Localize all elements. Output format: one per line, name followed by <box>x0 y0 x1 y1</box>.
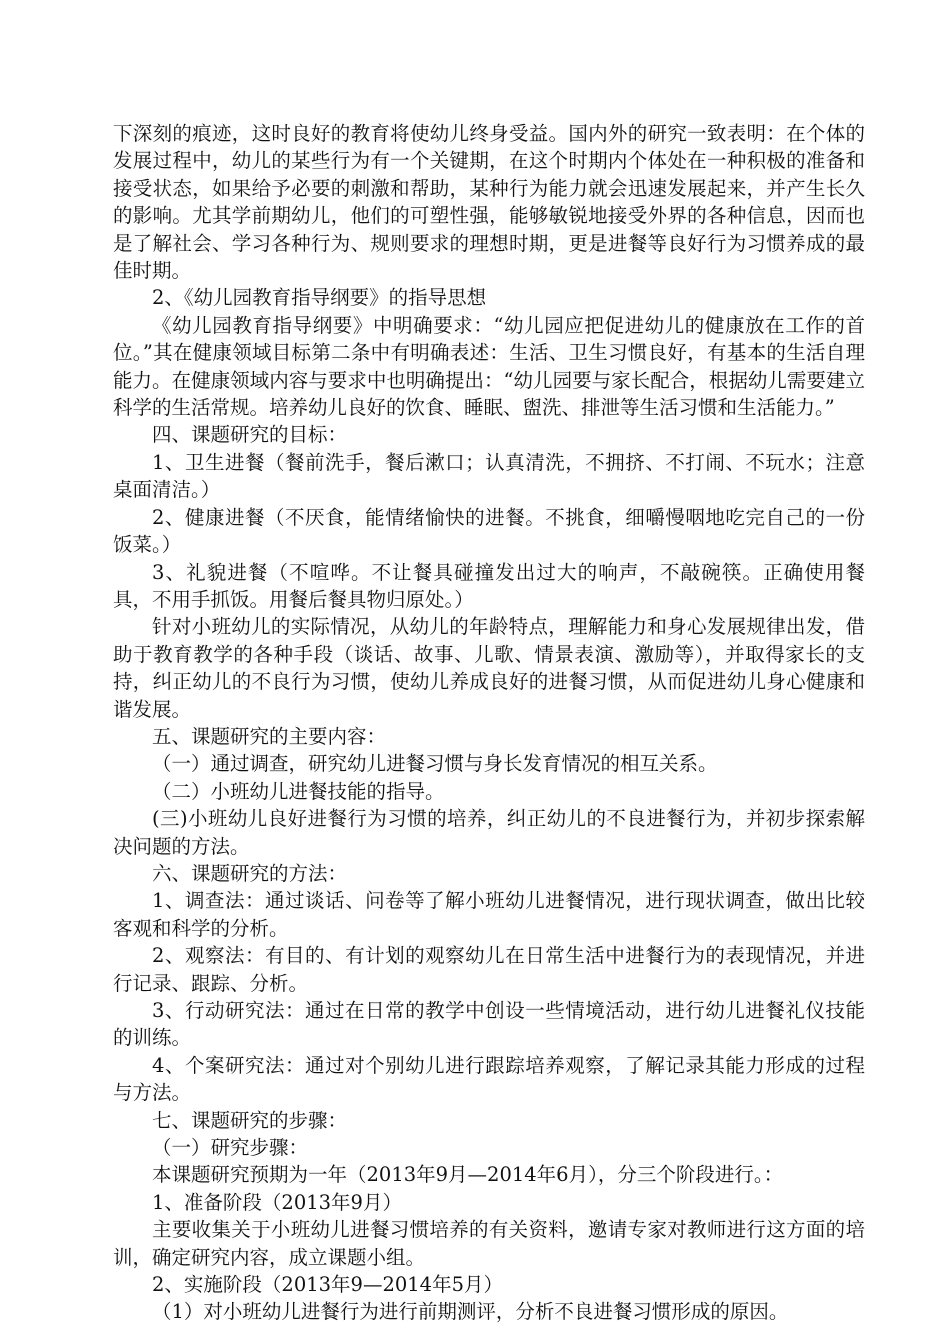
list-item: （1）对小班幼儿进餐行为进行前期测评，分析不良进餐习惯形成的原因。 <box>152 1300 789 1324</box>
paragraph: 针对小班幼儿的实际情况，从幼儿的年龄特点，理解能力和身心发展规律出发，借助于教育教学的各种手段（谈话、故事、儿歌、情景表演、激励等），并取得家长的支持，纠正幼儿的不良行为习惯，使幼儿养成良好的进餐习惯，从而促进幼儿身心健康和谐发展。 <box>113 615 865 721</box>
section-heading: 七、课题研究的步骤： <box>152 1108 348 1132</box>
list-item: (三)小班幼儿良好进餐行为习惯的培养，纠正幼儿的不良进餐行为，并初步探索解决问题的方法。 <box>113 807 865 858</box>
list-item: 3、礼貌进餐（不喧哗。不让餐具碰撞发出过大的响声，不敲碗筷。正确使用餐具，不用手抓饭。用餐后餐具物归原处。） <box>113 560 865 611</box>
paragraph: 主要收集关于小班幼儿进餐习惯培养的有关资料，邀请专家对教师进行这方面的培训，确定研究内容，成立课题小组。 <box>113 1218 865 1269</box>
list-item: 1、卫生进餐（餐前洗手，餐后漱口；认真清洗，不拥挤、不打闹、不玩水；注意桌面清洁。） <box>113 450 865 502</box>
list-item: 2、观察法：有目的、有计划的观察幼儿在日常生活中进餐行为的表现情况，并进行记录、跟踪、分析。 <box>113 944 865 995</box>
list-item: （二）小班幼儿进餐技能的指导。 <box>152 779 445 803</box>
section-heading: 四、课题研究的目标： <box>152 423 348 447</box>
list-item: 3、行动研究法：通过在日常的教学中创设一些情境活动，进行幼儿进餐礼仪技能的训练。 <box>113 999 865 1050</box>
paragraph: 《幼儿园教育指导纲要》中明确要求：“幼儿园应把促进幼儿的健康放在工作的首位。”其在健康领域目标第二条中有明确表述：生活、卫生习惯良好，有基本的生活自理能力。在健康领域内容与要求中也明确提出：“幼儿园要与家长配合，根据幼儿需要建立科学的生活常规。培养幼儿良好的饮食、睡眠、盥洗、排泄等生活习惯和生活能力。” <box>113 313 865 420</box>
list-item: 1、准备阶段（2013年9月） <box>152 1190 402 1214</box>
list-item: 4、个案研究法：通过对个别幼儿进行跟踪培养观察，了解记录其能力形成的过程与方法。 <box>113 1053 865 1105</box>
section-heading: 五、课题研究的主要内容： <box>152 724 387 748</box>
list-item: 2、健康进餐（不厌食，能情绪愉快的进餐。不挑食，细嚼慢咽地吃完自己的一份饭菜。） <box>113 505 865 557</box>
list-item: （一）通过调查，研究幼儿进餐习惯与身长发育情况的相互关系。 <box>152 752 718 776</box>
section-heading: 六、课题研究的方法： <box>152 861 348 885</box>
list-item: 1、调查法：通过谈话、问卷等了解小班幼儿进餐情况，进行现状调查，做出比较客观和科学的分析。 <box>113 889 865 940</box>
section-heading: 2、《幼儿园教育指导纲要》的指导思想 <box>152 286 487 310</box>
list-item: 2、实施阶段（2013年9—2014年5月） <box>152 1273 503 1297</box>
paragraph: 下深刻的痕迹，这时良好的教育将使幼儿终身受益。国内外的研究一致表明：在个体的发展过程中，幼儿的某些行为有一个关键期，在这个时期内个体处在一种积极的准备和接受状态，如果给予必要的刺激和帮助，某种行为能力就会迅速发展起来，并产生长久的影响。尤其学前期幼儿，他们的可塑性强，能够敏锐地接受外界的各种信息，因而也是了解社会、学习各种行为、规则要求的理想时期，更是进餐等良好行为习惯养成的最佳时期。 <box>113 122 865 283</box>
document-page <box>113 120 865 1326</box>
paragraph: 本课题研究预期为一年（2013年9月—2014年6月），分三个阶段进行。： <box>152 1163 784 1187</box>
subsection-heading: （一）研究步骤： <box>152 1136 309 1160</box>
